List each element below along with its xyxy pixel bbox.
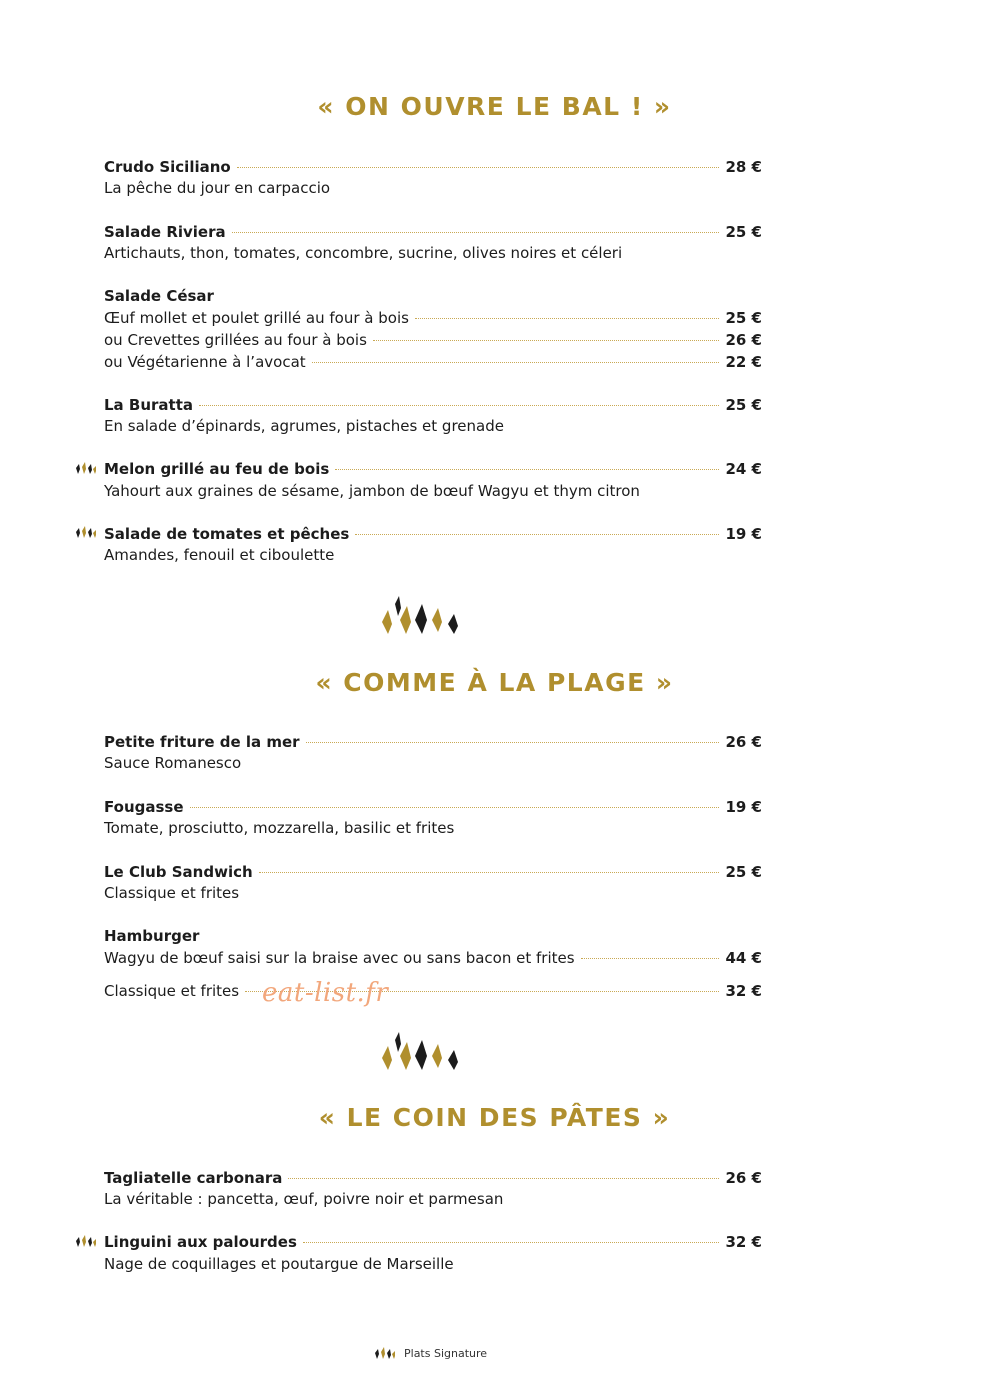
menu-option-row <box>104 330 762 350</box>
signature-flame-icon <box>75 525 97 539</box>
menu-item-description: Sauce Romanesco <box>104 754 242 772</box>
menu-item-name: La Buratta <box>104 396 193 414</box>
menu-item-name: Salade de tomates et pêches <box>104 525 350 543</box>
dot-leader <box>199 405 719 406</box>
menu-option-price: 25 € <box>725 309 762 327</box>
menu-item-description: Amandes, fenouil et ciboulette <box>104 546 335 564</box>
menu-item-crudo-siciliano <box>104 157 762 177</box>
menu-item-name: Petite friture de la mer <box>104 733 300 751</box>
menu-item-price: 19 € <box>725 525 762 543</box>
menu-item-description: En salade d’épinards, agrumes, pistaches et grenade <box>104 417 504 435</box>
dot-leader <box>335 469 719 470</box>
flame-divider-icon <box>380 1030 460 1072</box>
menu-item-price: 26 € <box>725 733 762 751</box>
menu-item-description: Nage de coquillages et poutargue de Marseille <box>104 1255 454 1273</box>
dot-leader <box>581 958 720 959</box>
menu-item-melon-grille <box>104 459 762 479</box>
menu-item-price: 25 € <box>725 863 762 881</box>
dot-leader <box>355 534 719 535</box>
menu-item-description: Tomate, prosciutto, mozzarella, basilic et frites <box>104 819 455 837</box>
menu-option-label: Wagyu de bœuf saisi sur la braise avec ou sans bacon et frites <box>104 949 575 967</box>
menu-item-tagliatelle-carbonara <box>104 1168 762 1188</box>
menu-item-price: 19 € <box>725 798 762 816</box>
footer-legend <box>374 1346 487 1360</box>
menu-option-row <box>104 981 762 1001</box>
menu-item-club-sandwich <box>104 862 762 882</box>
menu-item-price: 25 € <box>725 223 762 241</box>
flame-divider-icon <box>380 594 460 636</box>
section-title-le-coin-des-pates: « LE COIN DES PÂTES » <box>318 1103 671 1132</box>
menu-item-description: La véritable : pancetta, œuf, poivre noir et parmesan <box>104 1190 504 1208</box>
menu-option-label: Classique et frites <box>104 982 240 1000</box>
section-title-on-ouvre-le-bal: « ON OUVRE LE BAL ! » <box>317 92 672 121</box>
menu-item-description: Classique et frites <box>104 884 240 902</box>
section-title-comme-a-la-plage: « COMME À LA PLAGE » <box>315 668 674 697</box>
dot-leader <box>373 340 720 341</box>
menu-option-row <box>104 948 762 968</box>
menu-option-row <box>104 352 762 372</box>
menu-option-label: ou Végétarienne à l’avocat <box>104 353 306 371</box>
menu-item-name: Tagliatelle carbonara <box>104 1169 283 1187</box>
dot-leader <box>288 1178 719 1179</box>
dot-leader <box>190 807 720 808</box>
signature-flame-icon <box>75 1234 97 1248</box>
dot-leader <box>312 362 720 363</box>
menu-option-price: 26 € <box>725 331 762 349</box>
menu-option-label: ou Crevettes grillées au four à bois <box>104 331 367 349</box>
menu-item-description: Artichauts, thon, tomates, concombre, sucrine, olives noires et céleri <box>104 244 623 262</box>
menu-option-price: 44 € <box>725 949 762 967</box>
dot-leader <box>306 742 720 743</box>
menu-item-name-hamburger: Hamburger <box>104 927 200 945</box>
menu-item-price: 28 € <box>725 158 762 176</box>
menu-item-name: Linguini aux palourdes <box>104 1233 297 1251</box>
menu-item-linguini-palourdes <box>104 1232 762 1252</box>
menu-option-price: 32 € <box>725 982 762 1000</box>
menu-item-la-buratta <box>104 395 762 415</box>
menu-item-price: 24 € <box>725 460 762 478</box>
menu-item-name-salade-cesar: Salade César <box>104 287 214 305</box>
menu-item-name: Le Club Sandwich <box>104 863 253 881</box>
dot-leader <box>259 872 720 873</box>
footer-legend-label: Plats Signature <box>404 1346 488 1360</box>
menu-option-label: Œuf mollet et poulet grillé au four à bois <box>104 309 409 327</box>
menu-item-name: Fougasse <box>104 798 184 816</box>
menu-option-row <box>104 308 762 328</box>
flame-icon <box>374 1346 396 1360</box>
menu-item-price: 32 € <box>725 1233 762 1251</box>
menu-item-petite-friture <box>104 732 762 752</box>
menu-item-price: 25 € <box>725 396 762 414</box>
menu-item-salade-riviera <box>104 222 762 242</box>
watermark: eat-list.fr <box>262 978 389 1008</box>
dot-leader <box>232 232 720 233</box>
menu-item-name: Salade Riviera <box>104 223 226 241</box>
menu-item-description: Yahourt aux graines de sésame, jambon de bœuf Wagyu et thym citron <box>104 482 640 500</box>
menu-item-salade-tomates-peches <box>104 524 762 544</box>
dot-leader <box>237 167 720 168</box>
menu-option-price: 22 € <box>725 353 762 371</box>
menu-item-name: Melon grillé au feu de bois <box>104 460 330 478</box>
dot-leader <box>303 1242 720 1243</box>
menu-item-fougasse <box>104 797 762 817</box>
dot-leader <box>415 318 720 319</box>
menu-item-price: 26 € <box>725 1169 762 1187</box>
menu-item-description: La pêche du jour en carpaccio <box>104 179 331 197</box>
menu-item-name: Crudo Siciliano <box>104 158 231 176</box>
signature-flame-icon <box>75 461 97 475</box>
